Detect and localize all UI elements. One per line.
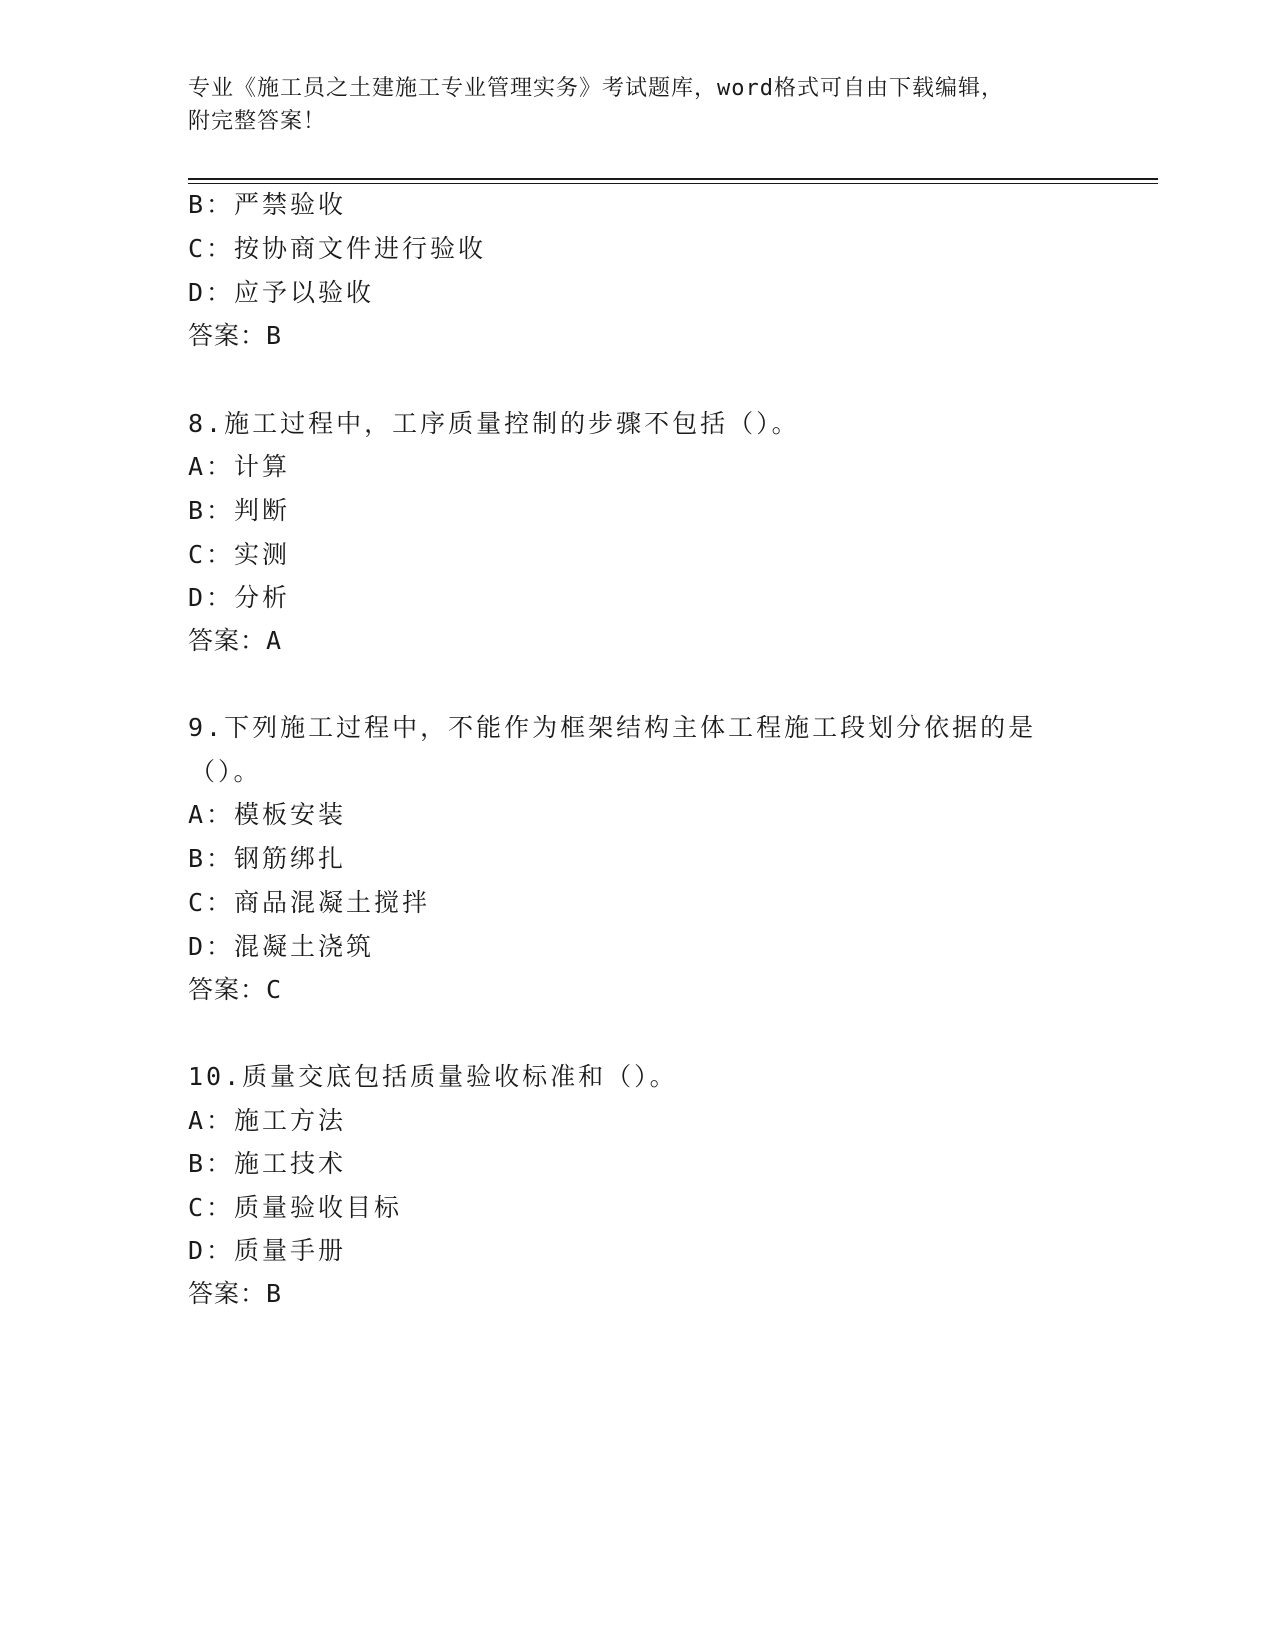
q7-option-d: D：应予以验收 — [188, 278, 375, 307]
header-line-2: 附完整答案！ — [188, 109, 327, 134]
q10-answer: 答案：B — [188, 1279, 283, 1308]
header-divider-thin — [188, 183, 1158, 184]
q10-option-c: C：质量验收目标 — [188, 1193, 403, 1222]
q9-question-line-1: 9.下列施工过程中，不能作为框架结构主体工程施工段划分依据的是 — [188, 713, 1037, 742]
q7-answer: 答案：B — [188, 321, 283, 350]
q10-question: 10.质量交底包括质量验收标准和（）。 — [188, 1062, 678, 1091]
q7-option-c: C：按协商文件进行验收 — [188, 234, 487, 263]
q8-option-d: D：分析 — [188, 583, 291, 612]
q8-question: 8.施工过程中，工序质量控制的步骤不包括（）。 — [188, 409, 800, 438]
q8-option-c: C：实测 — [188, 540, 291, 569]
q9-option-d: D：混凝土浇筑 — [188, 932, 375, 961]
q10-option-b: B：施工技术 — [188, 1149, 347, 1178]
document-header — [188, 72, 1088, 138]
q9-option-a: A：模板安装 — [188, 800, 347, 829]
q9-question-line-2: （）。 — [190, 757, 262, 786]
q9-option-c: C：商品混凝土搅拌 — [188, 888, 431, 917]
header-divider-thick — [188, 178, 1158, 180]
q8-answer: 答案：A — [188, 626, 283, 655]
header-line-1: 专业《施工员之土建施工专业管理实务》考试题库，word格式可自由下载编辑， — [188, 76, 1004, 101]
q8-option-a: A：计算 — [188, 452, 291, 481]
q8-option-b: B：判断 — [188, 496, 291, 525]
q7-option-b: B：严禁验收 — [188, 190, 347, 219]
q10-option-d: D：质量手册 — [188, 1236, 347, 1265]
q10-option-a: A：施工方法 — [188, 1106, 347, 1135]
q9-answer: 答案：C — [188, 975, 283, 1004]
q9-option-b: B：钢筋绑扎 — [188, 844, 347, 873]
